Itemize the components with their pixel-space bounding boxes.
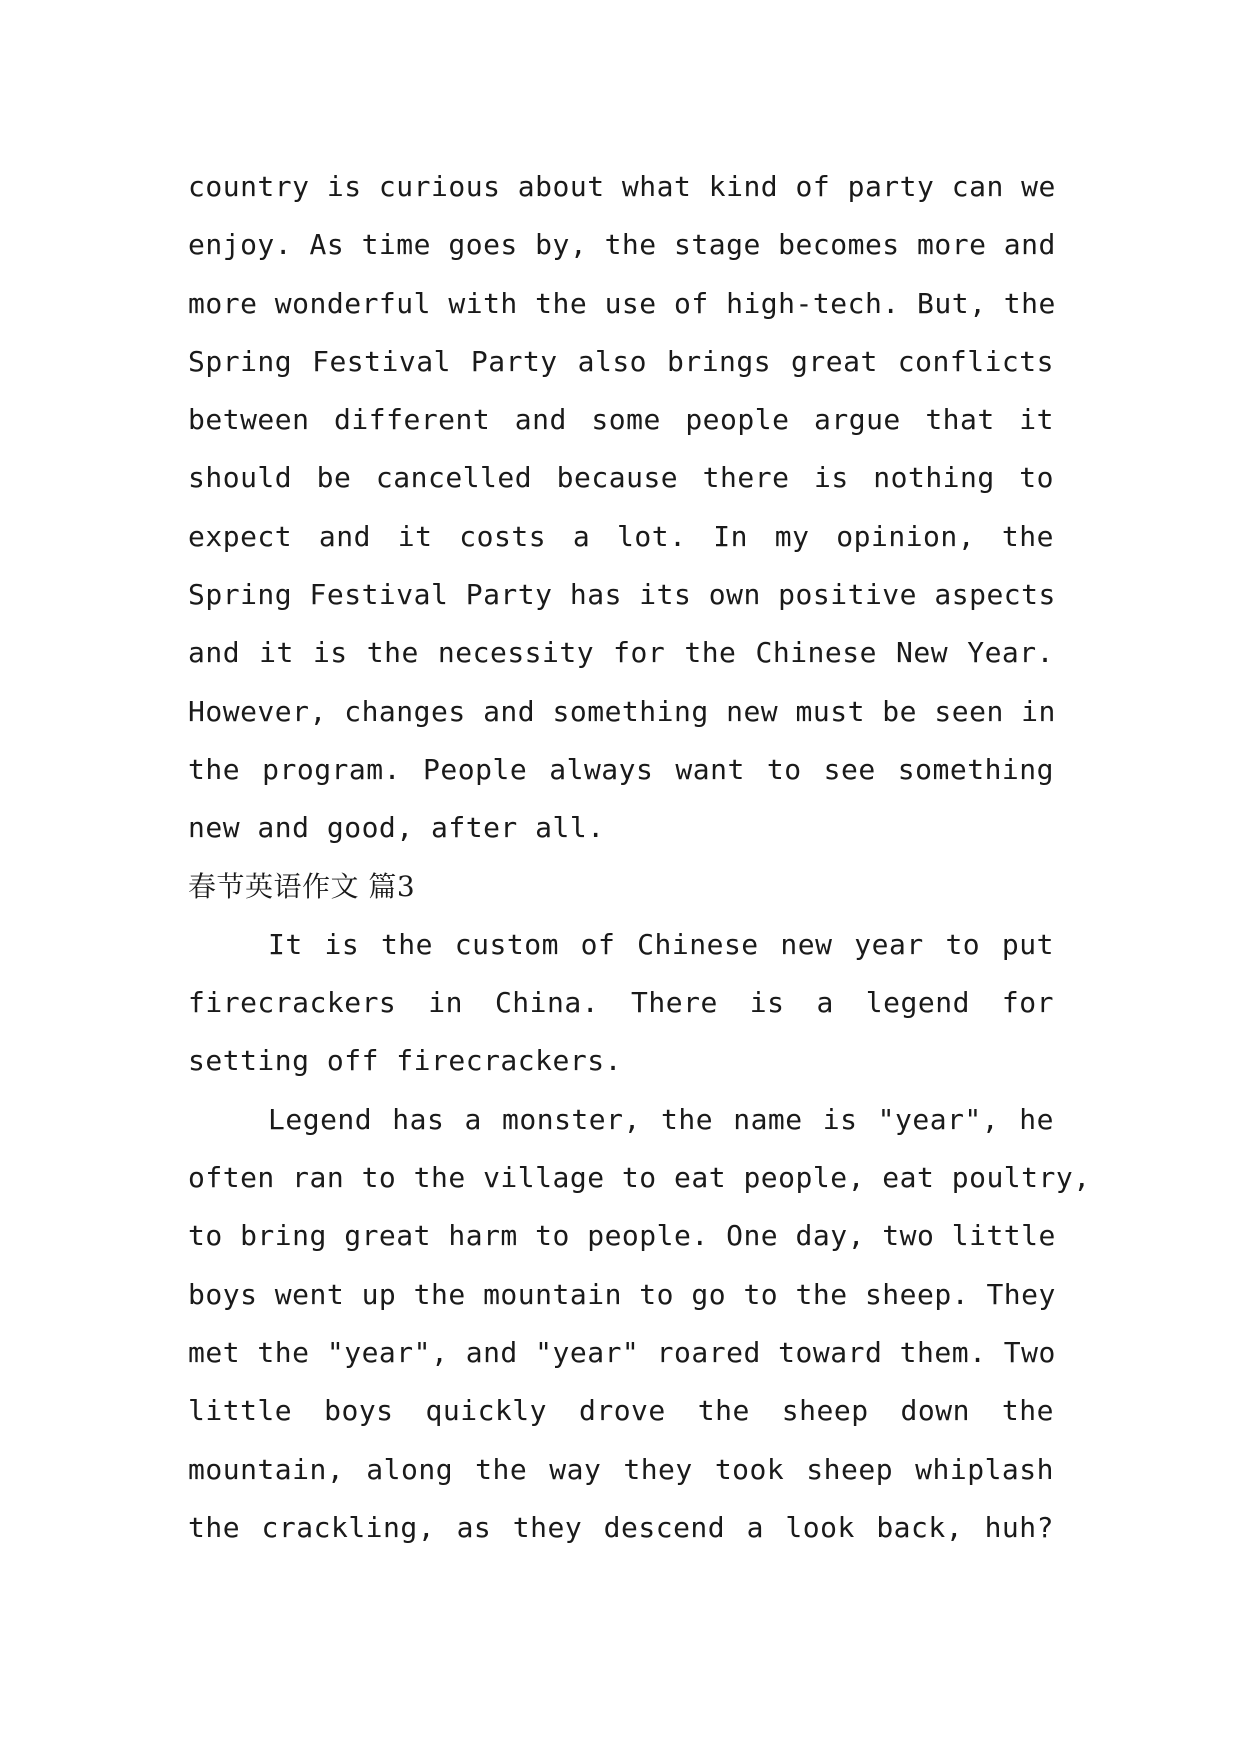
text-line: Legend has a monster, the name is "year", he [268, 1102, 1054, 1136]
text-line: boys went up the mountain to go to the sheep. They [188, 1277, 1056, 1311]
text-line: should be cancelled because there is nothing to [188, 461, 1054, 495]
paragraph [188, 158, 1054, 858]
text-line: setting off firecrackers. [188, 1044, 622, 1078]
text-line: little boys quickly drove the sheep down the [188, 1394, 1054, 1428]
text-line: the program. People always want to see something [188, 752, 1054, 786]
text-line: However, changes and something new must be seen in [188, 694, 1056, 728]
text-line: country is curious about what kind of party can we [188, 170, 1056, 203]
text-line: to bring great harm to people. One day, two little [188, 1219, 1056, 1253]
document-body [188, 158, 1091, 1557]
text-line: met the "year", and "year" roared toward them. Two [188, 1335, 1056, 1369]
text-line: firecrackers in China. There is a legend for [188, 986, 1054, 1020]
text-line: It is the custom of Chinese new year to put [268, 927, 1054, 961]
text-line: mountain, along the way they took sheep whiplash [188, 1452, 1054, 1486]
text-line: more wonderful with the use of high-tech. But, the [188, 286, 1056, 320]
text-line: expect and it costs a lot. In my opinion, the [188, 519, 1054, 553]
text-line: new and good, after all. [188, 811, 605, 845]
text-line: and it is the necessity for the Chinese New Year. [188, 636, 1054, 670]
text-line: Spring Festival Party also brings great conflicts [188, 344, 1054, 378]
section-heading: 春节英语作文 篇3 [188, 869, 416, 903]
text-line: the crackling, as they descend a look back, huh? [188, 1510, 1054, 1544]
paragraph [188, 916, 1054, 1091]
paragraph [188, 1091, 1091, 1557]
text-line: Spring Festival Party has its own positive aspects [188, 578, 1056, 612]
text-line: enjoy. As time goes by, the stage becomes more and [188, 228, 1056, 262]
text-line: between different and some people argue that it [188, 403, 1054, 437]
text-line: often ran to the village to eat people, eat poultry, [188, 1161, 1091, 1195]
